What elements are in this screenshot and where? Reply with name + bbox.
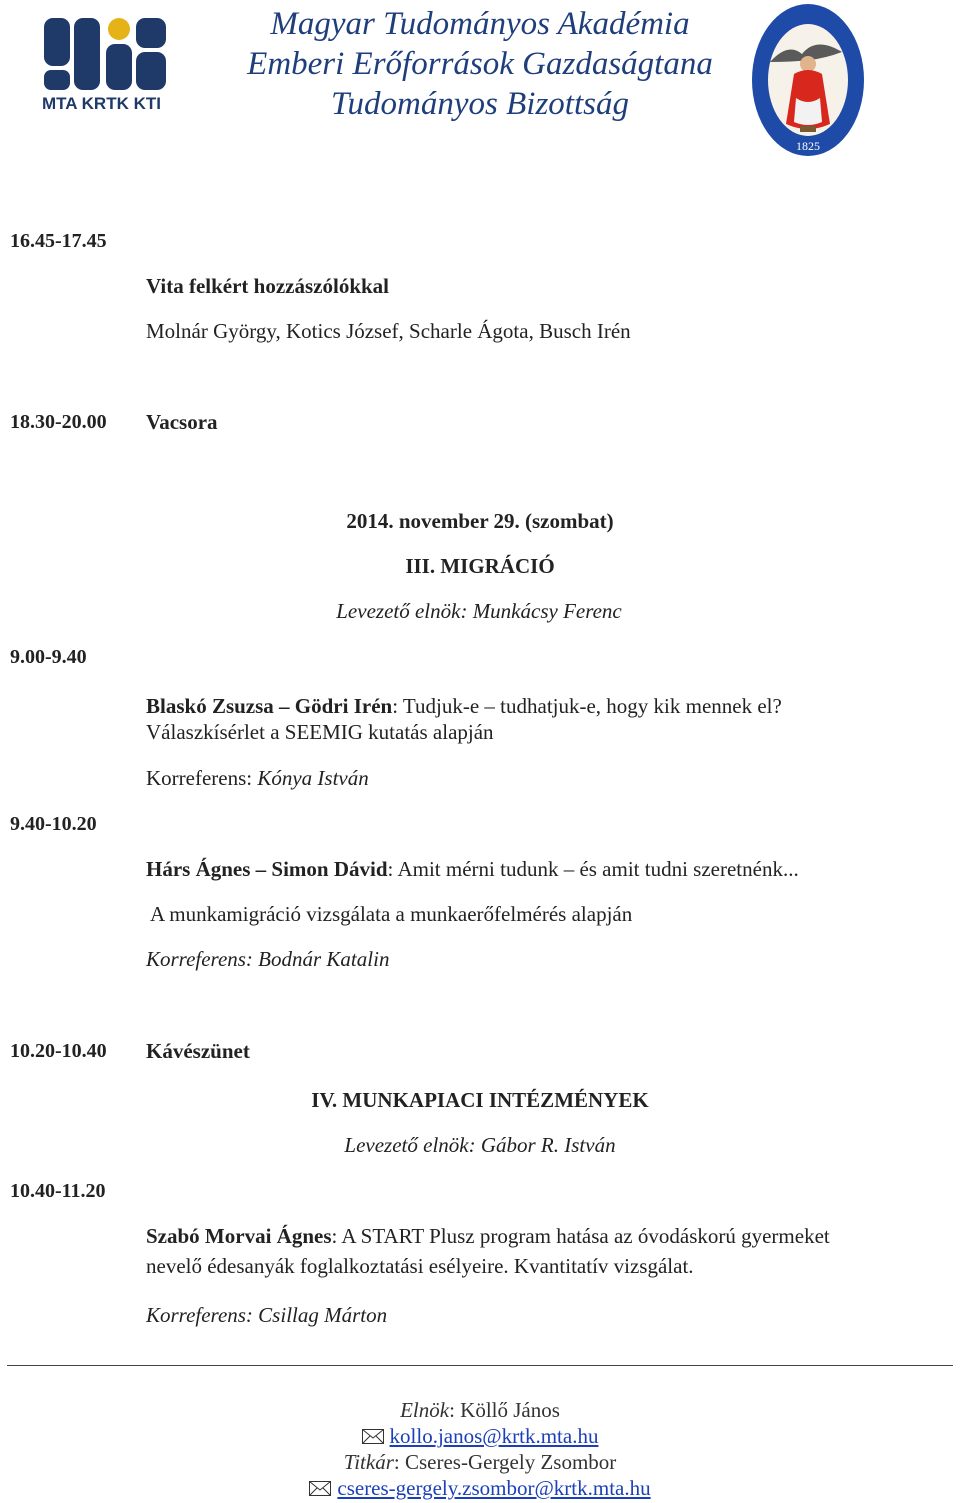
chair-label: Elnök	[400, 1398, 450, 1422]
secretary-label: Titkár	[343, 1450, 394, 1474]
chair-line	[0, 1397, 960, 1423]
chair-name: : Köllő János	[449, 1398, 560, 1422]
seal-year: 1825	[796, 139, 820, 153]
section-chair: Levezető elnök: Gábor R. István	[344, 1133, 616, 1157]
title-line: Emberi Erőforrások Gazdaságtana	[247, 46, 713, 82]
talk-discussant	[146, 765, 369, 791]
talk-subtitle: A munkamigráció vizsgálata a munkaerőfelmérés alapján	[150, 902, 633, 926]
title-line: Magyar Tudományos Akadémia	[270, 6, 690, 42]
talk-discussant: Korreferens: Bodnár Katalin	[146, 947, 390, 971]
mta-krtk-kti-logo	[42, 16, 168, 114]
coffee-title: Kávészünet	[146, 1039, 250, 1063]
talk-authors: Blaskó Zsuzsa – Gödri Irén	[146, 694, 393, 718]
debate-time: 16.45-17.45	[10, 230, 107, 252]
envelope-icon	[309, 1481, 331, 1496]
talk-subtitle: Válaszkísérlet a SEEMIG kutatás alapján	[146, 720, 494, 744]
discussant-label: Korreferens:	[146, 766, 253, 790]
logo-text: MTA KRTK KTI	[42, 94, 161, 113]
section-chair: Levezető elnök: Munkácsy Ferenc	[336, 599, 622, 623]
talk-title-text: : Amit mérni tudunk – és amit tudni szeretnénk...	[387, 857, 799, 881]
talk-title-text: : A START Plusz program hatása az óvodáskorú gyermeket	[331, 1224, 830, 1248]
talk-title-text: : Tudjuk-e – tudhatjuk-e, hogy kik mennek el?	[392, 694, 782, 718]
chair-email-line	[0, 1423, 960, 1449]
talk-subtitle: nevelő édesanyák foglalkoztatási esélyeire. Kvantitatív vizsgálat.	[146, 1254, 694, 1278]
debate-title: Vita felkért hozzászólókkal	[146, 274, 390, 298]
talk-time: 9.40-10.20	[10, 813, 97, 835]
talk-title	[146, 856, 799, 882]
discussant-name: Kónya István	[252, 766, 369, 790]
footer-contacts	[0, 1397, 960, 1501]
coffee-time: 10.20-10.40	[10, 1040, 107, 1062]
talk-title	[146, 1223, 830, 1249]
secretary-name: : Cseres-Gergely Zsombor	[393, 1450, 617, 1474]
secretary-email-link[interactable]: cseres-gergely.zsombor@krtk.mta.hu	[337, 1476, 651, 1500]
committee-title	[200, 4, 760, 124]
secretary-line	[0, 1449, 960, 1475]
academy-seal	[750, 2, 866, 158]
talk-title	[146, 693, 782, 719]
talk-authors: Szabó Morvai Ágnes	[146, 1224, 332, 1248]
chair-email-link[interactable]: kollo.janos@krtk.mta.hu	[389, 1424, 599, 1448]
talk-discussant: Korreferens: Csillag Márton	[146, 1303, 388, 1327]
day-date: 2014. november 29. (szombat)	[346, 509, 614, 533]
title-line: Tudományos Bizottság	[331, 86, 629, 122]
dinner-title: Vacsora	[146, 410, 218, 434]
dinner-time: 18.30-20.00	[10, 411, 107, 433]
talk-authors: Hárs Ágnes – Simon Dávid	[146, 857, 388, 881]
section-title: III. MIGRÁCIÓ	[405, 554, 555, 578]
secretary-email-line	[0, 1475, 960, 1501]
section-title: IV. MUNKAPIACI INTÉZMÉNYEK	[311, 1088, 649, 1112]
talk-time: 9.00-9.40	[10, 646, 87, 668]
debate-people: Molnár György, Kotics József, Scharle Ágota, Busch Irén	[146, 319, 631, 343]
footer-divider	[7, 1365, 953, 1366]
envelope-icon	[362, 1429, 384, 1444]
talk-time: 10.40-11.20	[10, 1180, 106, 1202]
